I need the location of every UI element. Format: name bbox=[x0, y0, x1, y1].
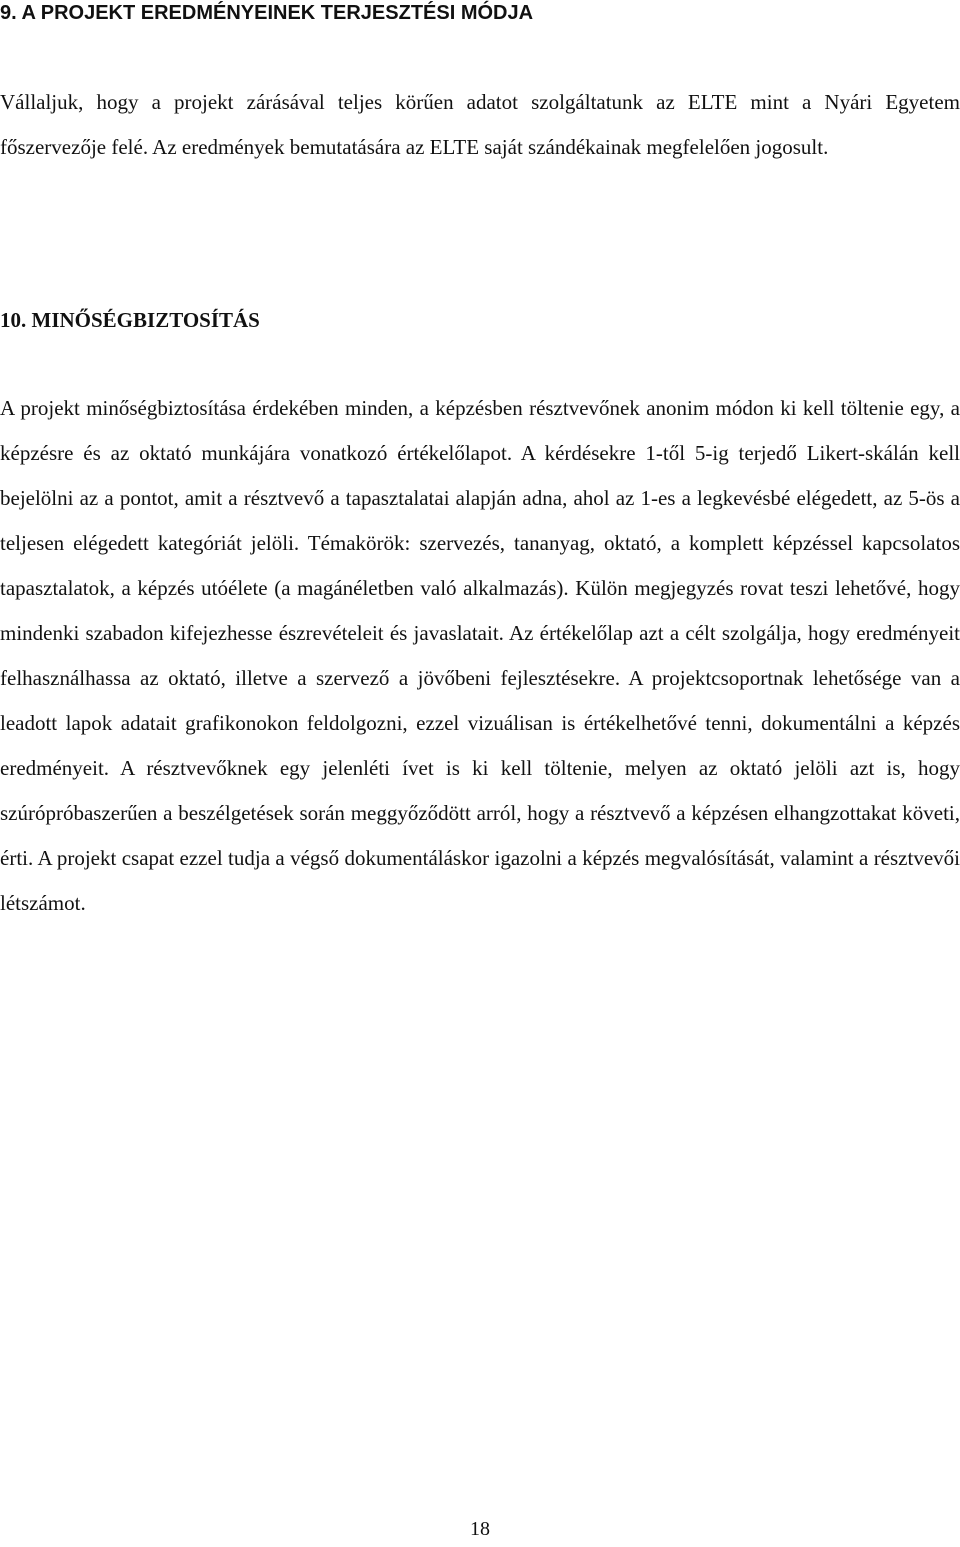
section-10-heading: 10. MINŐSÉGBIZTOSÍTÁS bbox=[0, 308, 260, 332]
section-9-paragraph: Vállaljuk, hogy a projekt zárásával teljes körűen adatot szolgáltatunk az ELTE mint a Nyári Egyetem főszervezője felé. Az eredmények bemutatására az ELTE saját szándékainak megfelelően jogosult. bbox=[0, 90, 960, 159]
section-9 bbox=[0, 2, 960, 25]
section-9-body bbox=[0, 80, 960, 169]
section-10 bbox=[0, 308, 960, 333]
section-10-body bbox=[0, 386, 960, 926]
page-number: 18 bbox=[470, 1518, 490, 1540]
section-10-paragraph: A projekt minőségbiztosítása érdekében minden, a képzésben résztvevőnek anonim módon ki kell töltenie egy, a képzésre és az oktató munkájára vonatkozó értékelőlapot. A kérdésekre 1-től 5-ig terjedő Likert-skálán kell bejelölni az a pontot, amit a résztvevő a tapasztalatai alapján adna, ahol az 1-es a legkevésbé elégedett, az 5-ös a teljesen elégedett kategóriát jelöli. Témakörök: szervezés, tananyag, oktató, a komplett képzéssel kapcsolatos tapasztalatok, a képzés utóélete (a magánéletben való alkalmazás). Külön megjegyzés rovat teszi lehetővé, hogy mindenki szabadon kifejezhesse észrevételeit és javaslatait. Az értékelőlap azt a célt szolgálja, hogy eredményeit felhasználhassa az oktató, illetve a szervező a jövőbeni fejlesztésekre. A projektcsoportnak lehetősége van a leadott lapok adatait grafikonokon feldolgozni, ezzel vizuálisan is értékelhetővé tenni, dokumentálni a képzés eredményeit. A résztvevőknek egy jelenléti ívet is ki kell töltenie, melyen az oktató jelöli azt is, hogy szúrópróbaszerűen a beszélgetések során meggyőződött arról, hogy a résztvevő a képzésen elhangzottakat követi, érti. A projekt csapat ezzel tudja a végső dokumentáláskor igazolni a képzés megvalósítását, valamint a résztvevői létszámot. bbox=[0, 396, 960, 915]
section-9-heading: 9. A PROJEKT EREDMÉNYEINEK TERJESZTÉSI MÓDJA bbox=[0, 2, 534, 24]
